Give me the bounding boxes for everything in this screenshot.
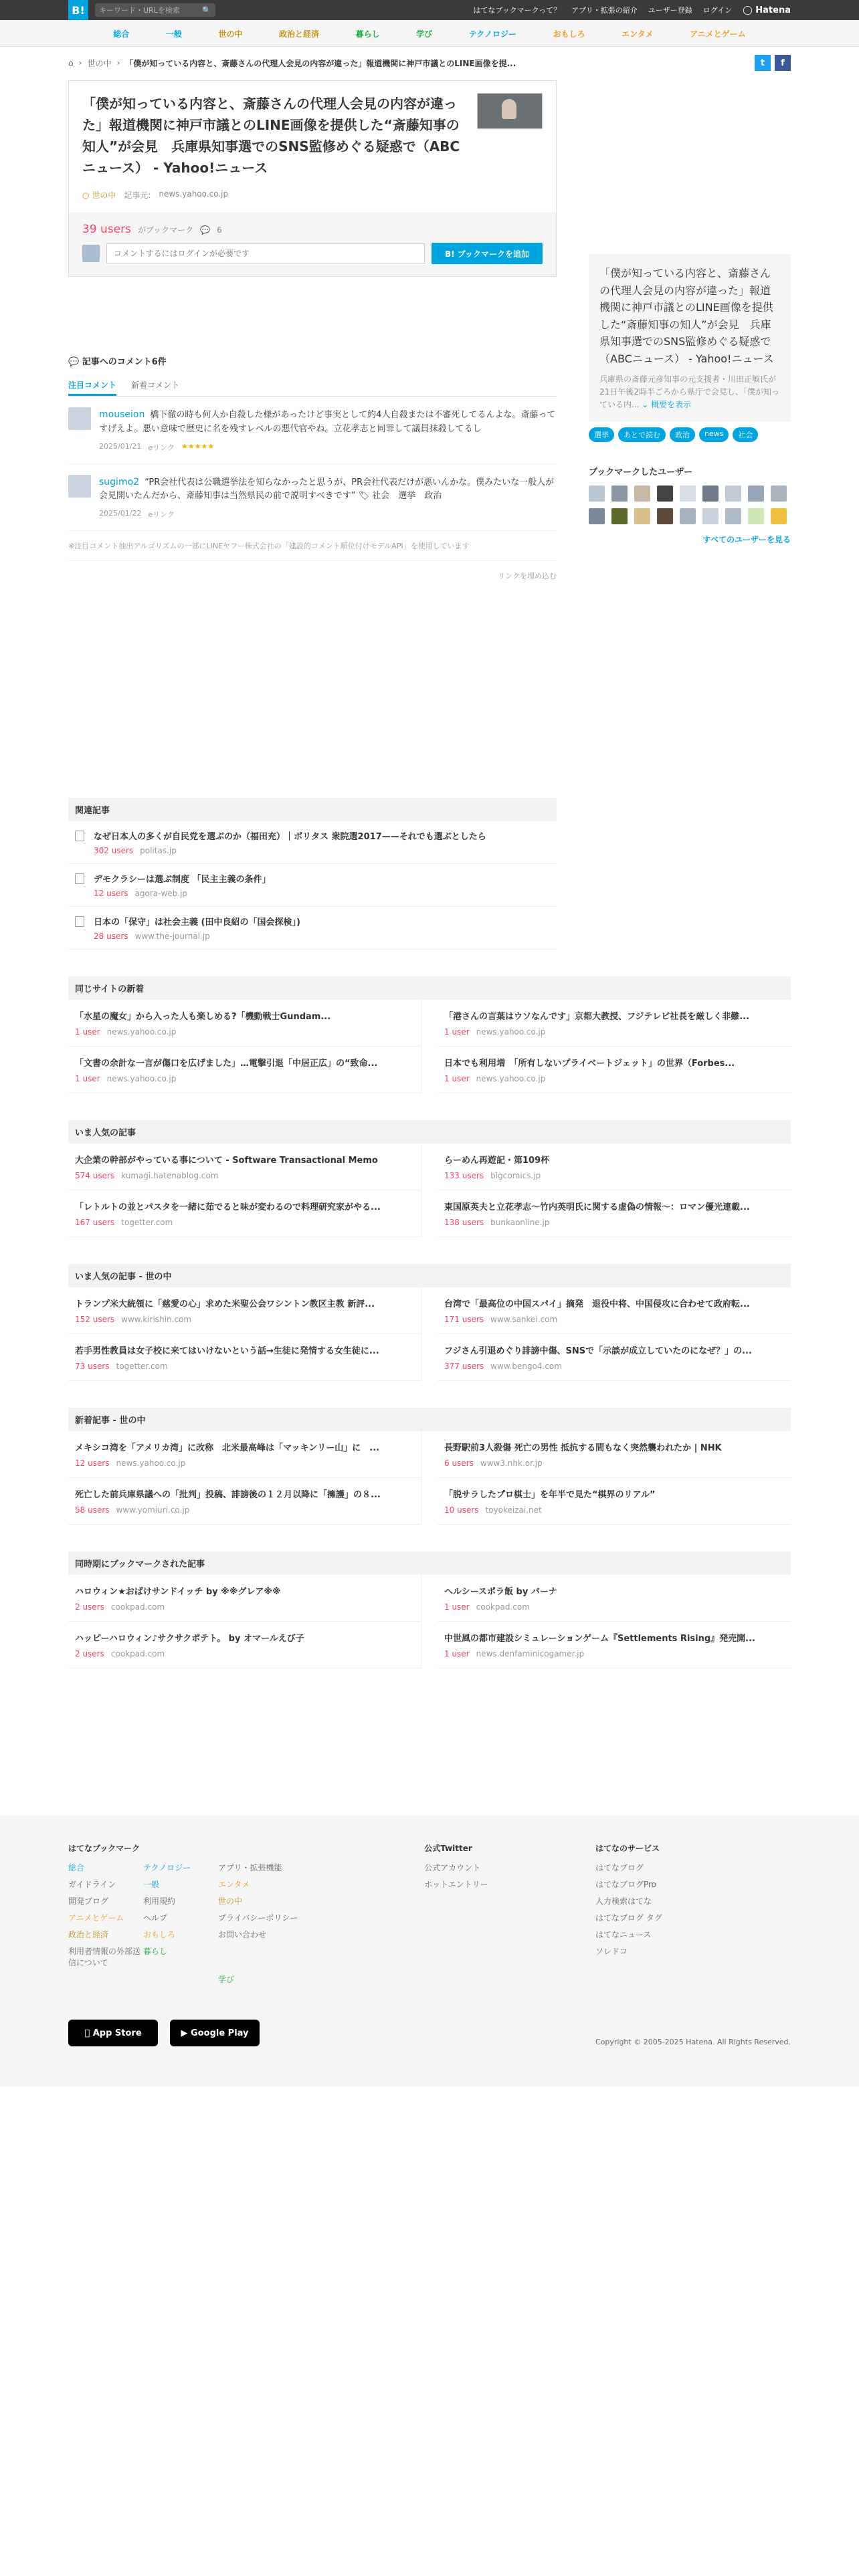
list-item-meta bbox=[444, 1362, 784, 1371]
list-item-title[interactable]: トランプ米大統領に「慈愛の心」求めた米聖公会ワシントン教区主教 新評... bbox=[75, 1299, 375, 1310]
category-tab[interactable]: 総合 bbox=[113, 29, 130, 39]
footer-link[interactable]: ガイドライン bbox=[68, 1880, 116, 1890]
list-item-title[interactable]: 「水星の魔女」から入った人も楽しめる?「機動戦士Gundam... bbox=[75, 1012, 331, 1023]
user-avatar[interactable] bbox=[702, 508, 719, 524]
list-item-site: news.yahoo.co.jp bbox=[106, 1027, 177, 1037]
category-tab[interactable]: 世の中 bbox=[218, 29, 243, 39]
list-item-site: www.yomiuri.co.jp bbox=[116, 1505, 190, 1515]
list-item[interactable] bbox=[68, 1478, 421, 1525]
related-item[interactable] bbox=[68, 821, 557, 864]
list-item-meta bbox=[75, 1459, 414, 1468]
list-item[interactable] bbox=[68, 1190, 421, 1237]
new-society-title: 新着記事 - 世の中 bbox=[68, 1408, 791, 1431]
footer-link[interactable]: 開発ブログ bbox=[68, 1897, 109, 1907]
entry-thumbnail[interactable] bbox=[477, 93, 543, 129]
link-login[interactable]: ログイン bbox=[702, 6, 733, 15]
list-item-meta bbox=[75, 1602, 414, 1612]
list-item-site: bunkaonline.jp bbox=[490, 1218, 550, 1228]
breadcrumb-category[interactable]: 世の中 bbox=[87, 58, 112, 68]
hatena-brand-label: Hatena bbox=[755, 5, 791, 15]
link-apps[interactable]: アプリ・拡張の紹介 bbox=[571, 6, 638, 15]
app-store-label: App Store bbox=[90, 2028, 139, 2038]
list-item-site: www.sankei.com bbox=[490, 1315, 558, 1325]
comment-body bbox=[99, 407, 557, 453]
sidebar-title[interactable]: 「僕が知っている内容と、斎藤さんの代理人会見の内容が違った」報道機関に神戸市議とのLINE画像を提供した“斎藤知事の知人”が会見 兵庫県知事選でのSNS監修めぐる疑惑で（ABCニュース） - Yahoo!ニュース bbox=[599, 267, 774, 365]
popular-society bbox=[68, 1264, 791, 1381]
footer-link[interactable]: 一般 bbox=[143, 1880, 160, 1890]
list-item[interactable] bbox=[68, 1622, 421, 1669]
related-item-site: agora-web.jp bbox=[134, 889, 188, 899]
list-item-meta bbox=[75, 1074, 414, 1083]
comment-meta bbox=[99, 509, 557, 520]
same-time-bookmarks bbox=[68, 1551, 791, 1669]
comment-count: 6 bbox=[217, 225, 222, 235]
list-item-title[interactable]: フジさん引退めぐり誹謗中傷、SNSで「示談が成立していたのになぜ？」の... bbox=[444, 1346, 752, 1357]
hatena-bookmark-logo[interactable]: B! bbox=[68, 0, 88, 20]
tag-chip[interactable]: 政治 bbox=[670, 427, 695, 442]
list-item-meta bbox=[444, 1218, 784, 1227]
list-item-users[interactable]: 377 users bbox=[444, 1362, 484, 1372]
related-item-title[interactable]: デモクラシーは選ぶ制度 「民主主義の条件」 bbox=[94, 875, 271, 885]
embed-link[interactable]: リンクを埋め込む bbox=[498, 572, 557, 581]
popular-title: いま人気の記事 bbox=[68, 1120, 791, 1144]
footer-link bbox=[68, 1973, 143, 1985]
user-avatar[interactable] bbox=[589, 508, 605, 524]
same-site-new-title: 同じサイトの新着 bbox=[68, 976, 791, 1000]
my-avatar bbox=[82, 245, 100, 262]
tag-list bbox=[589, 427, 791, 442]
related-item-title[interactable]: なぜ日本人の多くが自民党を選ぶのか（福田充）｜ポリタス 衆院選2017——それでも選ぶとしたら bbox=[94, 832, 486, 843]
footer-link bbox=[218, 1945, 317, 1968]
user-avatar[interactable] bbox=[725, 486, 741, 502]
user-avatar[interactable] bbox=[634, 486, 650, 502]
list-item-title[interactable]: 「文書の余計な一言が傷口を広げました」…電撃引退「中居正広」の“致命... bbox=[75, 1059, 378, 1069]
user-avatar[interactable] bbox=[611, 508, 628, 524]
main-column bbox=[68, 80, 557, 950]
list-item-users[interactable]: 2 users bbox=[75, 1649, 104, 1659]
footer-services-title: はてなのサービス bbox=[595, 1844, 660, 1854]
list-item-site: togetter.com bbox=[121, 1218, 173, 1228]
list-item-users[interactable]: 171 users bbox=[444, 1315, 484, 1325]
bookmark-user-avatars bbox=[589, 486, 791, 524]
twitter-share-icon[interactable]: t bbox=[755, 55, 771, 71]
breadcrumb-separator: › bbox=[78, 58, 82, 68]
list-item-meta bbox=[444, 1459, 784, 1468]
comment-date: 2025/01/22 bbox=[99, 509, 142, 518]
category-tab[interactable]: 政治と経済 bbox=[279, 29, 320, 39]
comment-stars[interactable]: ★★★★★ bbox=[181, 441, 215, 451]
category-tab[interactable]: アニメとゲーム bbox=[690, 29, 746, 39]
footer-link[interactable]: お問い合わせ bbox=[218, 1930, 267, 1940]
list-item-meta bbox=[75, 1315, 414, 1324]
popular-society-title: いま人気の記事 - 世の中 bbox=[68, 1264, 791, 1287]
list-item-meta bbox=[75, 1171, 414, 1180]
bookmark-users-title: ブックマークしたユーザー bbox=[589, 467, 693, 478]
comment-algorithm-note: ※注目コメント抽出アルゴリズムの一部にLINEヤフー株式会社の「建設的コメント順位付けモデルAPI」を使用しています bbox=[68, 531, 557, 561]
list-item-meta bbox=[444, 1171, 784, 1180]
footer-link[interactable]: 公式アカウント bbox=[424, 1863, 481, 1873]
comment-item bbox=[68, 397, 557, 464]
list-item-site: bigcomics.jp bbox=[490, 1171, 541, 1181]
footer-link[interactable]: 総合 bbox=[68, 1863, 85, 1873]
user-avatar[interactable] bbox=[725, 508, 741, 524]
user-avatar[interactable] bbox=[611, 486, 628, 502]
footer-link[interactable]: テクノロジー bbox=[143, 1863, 191, 1873]
comment-body bbox=[99, 475, 557, 520]
bookmark-users-count[interactable]: 39 users bbox=[82, 223, 131, 236]
user-avatar[interactable] bbox=[771, 508, 787, 524]
list-item-title[interactable]: 「レトルトの並とパスタを一緒に茹でると味が変わるので料理研究家がやる... bbox=[75, 1202, 381, 1213]
footer-link[interactable]: はてなブログ bbox=[595, 1863, 644, 1873]
footer-link[interactable]: 利用者情報の外部送信について bbox=[68, 1947, 141, 1968]
list-item-users[interactable]: 1 user bbox=[444, 1649, 470, 1659]
list-item-users[interactable]: 1 user bbox=[444, 1027, 470, 1037]
tab-new-comments[interactable]: 新着コメント bbox=[131, 381, 180, 390]
list-item-title[interactable]: ヘルシースポラ飯 by バーナ bbox=[444, 1587, 557, 1598]
list-item-meta bbox=[444, 1074, 784, 1083]
footer-link[interactable]: はてなブログ タグ bbox=[595, 1913, 662, 1923]
entry-category-label: 世の中 bbox=[92, 191, 116, 200]
list-item-users[interactable]: 1 user bbox=[75, 1074, 100, 1084]
footer-link[interactable]: エンタメ bbox=[218, 1880, 250, 1890]
all-users-link[interactable]: すべてのユーザーを見る bbox=[702, 535, 791, 545]
list-item[interactable] bbox=[438, 1334, 791, 1381]
list-item-site: cookpad.com bbox=[476, 1602, 530, 1612]
breadcrumb bbox=[68, 51, 791, 75]
list-item[interactable] bbox=[438, 1575, 791, 1622]
bookmark-users-suffix: がブックマーク bbox=[137, 225, 194, 235]
sidebar-entry-summary bbox=[589, 254, 791, 422]
list-item[interactable] bbox=[438, 1431, 791, 1478]
list-item-users[interactable]: 167 users bbox=[75, 1218, 115, 1228]
list-item[interactable] bbox=[438, 1190, 791, 1237]
list-item-site: news.yahoo.co.jp bbox=[476, 1074, 546, 1084]
list-item-site: www.bengo4.com bbox=[490, 1362, 562, 1372]
footer-link[interactable]: プライバシーポリシー bbox=[218, 1913, 298, 1923]
user-avatar[interactable] bbox=[702, 486, 719, 502]
breadcrumb-title: 「僕が知っている内容と、斎藤さんの代理人会見の内容が違った」報道機関に神戸市議とのLINE画像を提... bbox=[125, 58, 516, 68]
list-item-meta bbox=[444, 1027, 784, 1037]
list-item-users[interactable]: 133 users bbox=[444, 1171, 484, 1181]
related-item-meta bbox=[94, 889, 271, 898]
footer-link[interactable]: おもしろ bbox=[143, 1930, 176, 1940]
entry-source[interactable]: news.yahoo.co.jp bbox=[159, 189, 229, 199]
related-item-users[interactable]: 302 users bbox=[94, 846, 134, 856]
comment-date: 2025/01/21 bbox=[99, 441, 142, 451]
list-item-title[interactable]: 「脱サラしたプロ棋士」を年半で見た“棋界のリアル” bbox=[444, 1490, 656, 1501]
category-tab[interactable]: 暮らし bbox=[355, 29, 380, 39]
user-avatar[interactable] bbox=[680, 486, 696, 502]
user-avatar[interactable] bbox=[657, 508, 673, 524]
list-item-site: news.yahoo.co.jp bbox=[476, 1027, 546, 1037]
list-item-site: www3.nhk.or.jp bbox=[480, 1459, 543, 1469]
list-item-site: toyokeizai.net bbox=[485, 1505, 542, 1515]
related-item[interactable] bbox=[68, 864, 557, 907]
bulb-icon: ◯ bbox=[743, 5, 753, 15]
list-item[interactable] bbox=[438, 1000, 791, 1047]
footer-link bbox=[143, 1973, 218, 1985]
list-item[interactable] bbox=[68, 1287, 421, 1334]
tag-chip[interactable]: news bbox=[699, 427, 729, 442]
list-item-site: cookpad.com bbox=[110, 1649, 165, 1659]
user-avatar[interactable] bbox=[634, 508, 650, 524]
link-about[interactable]: はてなブックマークって？ bbox=[473, 6, 561, 15]
category-tab[interactable]: エンタメ bbox=[622, 29, 654, 39]
breadcrumb-separator: › bbox=[116, 58, 120, 68]
user-avatar[interactable] bbox=[68, 407, 91, 430]
search-icon[interactable]: 🔍 bbox=[202, 5, 211, 15]
link-register[interactable]: ユーザー登録 bbox=[648, 6, 692, 15]
list-item-title[interactable]: 台湾で「最高位の中国スパイ」摘発 退役中将、中国侵攻に合わせて政府転... bbox=[444, 1299, 750, 1310]
comment-content: “PR会社代表は公職選挙法を知らなかったと思うが、PR会社代表だけが悪いんかな。僕みたいな一般人が会見開いたんだから、斎藤知事は当然県民の前で説明すべきです” 🏷 社会 選挙 政治 bbox=[99, 477, 555, 502]
footer-link[interactable]: ヘルプ bbox=[143, 1913, 168, 1923]
list-item[interactable] bbox=[68, 1334, 421, 1381]
list-item-title[interactable]: 若手男性教員は女子校に来てはいけないという話→生徒に発情する女生徒に... bbox=[75, 1346, 379, 1357]
list-item-users[interactable]: 12 users bbox=[75, 1459, 110, 1469]
tag-chip[interactable]: 社会 bbox=[733, 427, 758, 442]
related-body bbox=[94, 872, 271, 898]
list-item[interactable] bbox=[438, 1144, 791, 1190]
app-store-badge[interactable] bbox=[68, 2020, 158, 2046]
footer-link[interactable]: 暮らし bbox=[143, 1947, 168, 1957]
apple-icon bbox=[84, 2028, 90, 2038]
list-item-meta bbox=[444, 1602, 784, 1612]
related-item-meta bbox=[94, 932, 300, 941]
list-item-title[interactable]: 中世風の都市建設シミュレーションゲーム『Settlements Rising』発売開... bbox=[444, 1634, 755, 1644]
list-item[interactable] bbox=[68, 1431, 421, 1478]
category-icon: ○ bbox=[82, 191, 90, 200]
list-item-title[interactable]: ハッピーハロウィン♪サクサクポテト。 by オマールえび子 bbox=[75, 1634, 304, 1644]
list-item[interactable] bbox=[438, 1622, 791, 1669]
list-item-users[interactable]: 1 user bbox=[75, 1027, 100, 1037]
speech-bubble-icon: 💬 bbox=[68, 357, 80, 367]
footer-link[interactable]: アニメとゲーム bbox=[68, 1913, 124, 1923]
list-item-meta bbox=[444, 1315, 784, 1324]
list-item-site: news.yahoo.co.jp bbox=[106, 1074, 177, 1084]
chevron-down-icon: ⌄ bbox=[642, 399, 649, 409]
list-item-users[interactable]: 1 user bbox=[444, 1074, 470, 1084]
add-bookmark-button[interactable]: B! ブックマークを追加 bbox=[432, 243, 543, 264]
comment-input[interactable] bbox=[106, 243, 425, 263]
footer-link[interactable]: 政治と経済 bbox=[68, 1930, 109, 1940]
category-tab[interactable]: 一般 bbox=[165, 29, 182, 39]
list-item-site: www.kirishin.com bbox=[121, 1315, 192, 1325]
footer-link[interactable]: 学び bbox=[218, 1975, 235, 1985]
list-item-title[interactable]: 大企業の幹部がやっている事について - Software Transactional Memo bbox=[75, 1156, 378, 1166]
list-item-users[interactable]: 73 users bbox=[75, 1362, 110, 1372]
comment-content: 橋下徹の時も何人か自殺した様があったけど事実として約4人自殺または不審死してるんよな。斎藤ってすげえよ。悪い意味で歴史に名を残すレベルの悪代官やね。立花孝志と同罪して議員抹殺してるし bbox=[99, 410, 556, 434]
related-item[interactable] bbox=[68, 907, 557, 950]
footer-link[interactable]: 人力検索はてな bbox=[595, 1897, 652, 1907]
list-item-users[interactable]: 10 users bbox=[444, 1505, 479, 1515]
search-placeholder: キーワード・URLを検索 bbox=[99, 6, 180, 15]
hatena-brand[interactable] bbox=[743, 5, 791, 15]
search-input[interactable] bbox=[95, 3, 215, 17]
comments-heading bbox=[68, 354, 557, 367]
list-item[interactable] bbox=[68, 1000, 421, 1047]
show-summary-link[interactable] bbox=[642, 400, 691, 409]
footer-link[interactable]: ホットエントリー bbox=[424, 1880, 488, 1890]
list-item-title[interactable]: 死亡した前兵庫県議への「批判」投稿、誹謗後の１２月以降に「擁護」の８... bbox=[75, 1490, 381, 1501]
user-avatar[interactable] bbox=[657, 486, 673, 502]
google-play-label: Google Play bbox=[191, 2028, 249, 2038]
sidebar-desc: 兵庫県の斎藤元彦知事の元支援者・川田正敏氏が21日午後2時半ごろから県庁で会見し、「僕が知っている内... bbox=[599, 374, 779, 409]
list-item-meta bbox=[444, 1649, 784, 1658]
list-item[interactable] bbox=[68, 1047, 421, 1093]
list-item-users[interactable]: 574 users bbox=[75, 1171, 115, 1181]
document-icon bbox=[75, 831, 84, 841]
facebook-share-icon[interactable]: f bbox=[775, 55, 791, 71]
comment-username[interactable]: mouseion bbox=[99, 409, 145, 420]
user-avatar[interactable] bbox=[589, 486, 605, 502]
related-title: 関連記事 bbox=[68, 798, 557, 821]
list-item-users[interactable]: 152 users bbox=[75, 1315, 115, 1325]
comments-title: 記事へのコメント6件 bbox=[82, 357, 167, 367]
list-item-title[interactable]: メキシコ湾を「アメリカ湾」に改称 北米最高峰は「マッキンリー山」に ... bbox=[75, 1443, 380, 1454]
comment-item bbox=[68, 464, 557, 532]
copyright: Copyright © 2005-2025 Hatena. All Rights Reserved. bbox=[595, 2038, 791, 2047]
footer-link[interactable]: 世の中 bbox=[218, 1897, 243, 1907]
footer-twitter-title: 公式Twitter bbox=[424, 1844, 472, 1854]
user-avatar[interactable] bbox=[680, 508, 696, 524]
list-item-title[interactable]: 「港さんの言葉はウソなんです」京都大教授、フジテレビ社長を厳しく非難... bbox=[444, 1012, 750, 1023]
category-tab[interactable]: 学び bbox=[416, 29, 433, 39]
related-articles bbox=[68, 798, 557, 950]
footer-link[interactable]: はてなブログPro bbox=[595, 1880, 657, 1890]
footer-bookmark-title: はてなブックマーク bbox=[68, 1844, 140, 1854]
popular-articles bbox=[68, 1120, 791, 1237]
related-body bbox=[94, 915, 300, 941]
list-item-site: togetter.com bbox=[116, 1362, 168, 1372]
category-tab[interactable]: テクノロジー bbox=[468, 29, 517, 39]
entry-title[interactable]: 「僕が知っている内容と、斎藤さんの代理人会見の内容が違った」報道機関に神戸市議とのLINE画像を提供した“斎藤知事の知人”が会見 兵庫県知事選でのSNS監修めぐる疑惑で（ABCニュース） - Yahoo!ニュース bbox=[82, 96, 460, 176]
related-item-title[interactable]: 日本の「保守」は社会主義 (田中良紹の「国会探検」) bbox=[94, 918, 300, 928]
user-avatar[interactable] bbox=[748, 508, 764, 524]
same-time-title: 同時期にブックマークされた記事 bbox=[68, 1551, 791, 1575]
tag-chip[interactable]: あとで読む bbox=[618, 427, 666, 442]
document-icon bbox=[75, 916, 84, 927]
list-item-users[interactable]: 138 users bbox=[444, 1218, 484, 1228]
list-item-users[interactable]: 2 users bbox=[75, 1602, 104, 1612]
entry-category[interactable] bbox=[82, 189, 116, 201]
related-item-users[interactable]: 28 users bbox=[94, 932, 128, 942]
related-item-users[interactable]: 12 users bbox=[94, 889, 128, 899]
list-item-users[interactable]: 58 users bbox=[75, 1505, 110, 1515]
list-item[interactable] bbox=[438, 1047, 791, 1093]
source-label: 記事元: bbox=[124, 191, 151, 200]
list-item-site: news.denfaminicogamer.jp bbox=[476, 1649, 585, 1659]
list-item-meta bbox=[444, 1505, 784, 1515]
list-item-title[interactable]: 長野駅前3人殺傷 死亡の男性 抵抗する間もなく突然襲われたか | NHK bbox=[444, 1443, 722, 1454]
list-item[interactable] bbox=[438, 1287, 791, 1334]
list-item-meta bbox=[75, 1362, 414, 1371]
comment-username[interactable]: sugimo2 bbox=[99, 476, 140, 488]
list-item-users[interactable]: 1 user bbox=[444, 1602, 470, 1612]
list-item-title[interactable]: 日本でも利用増 「所有しないプライベートジェット」の世界（Forbes... bbox=[444, 1059, 735, 1069]
footer bbox=[0, 1816, 859, 2086]
list-item-meta bbox=[75, 1505, 414, 1515]
comment-link[interactable]: eリンク bbox=[148, 510, 175, 520]
home-icon[interactable]: ⌂ bbox=[68, 58, 74, 68]
comment-text bbox=[99, 475, 557, 504]
footer-link[interactable]: はてなニュース bbox=[595, 1930, 652, 1940]
list-item-title[interactable]: ハロウィン★おばけサンドイッチ by ※※グレア※※ bbox=[75, 1587, 281, 1598]
footer-link[interactable]: 利用規約 bbox=[143, 1897, 176, 1907]
list-item-meta bbox=[75, 1218, 414, 1227]
sidebar bbox=[589, 80, 791, 950]
tab-featured-comments[interactable]: 注目コメント bbox=[68, 375, 116, 396]
entry-box bbox=[68, 80, 557, 277]
tag-chip[interactable]: 選挙 bbox=[589, 427, 614, 442]
same-site-new bbox=[68, 976, 791, 1093]
list-item[interactable] bbox=[68, 1575, 421, 1622]
play-icon: ▶ bbox=[181, 2028, 188, 2038]
related-item-site: politas.jp bbox=[140, 846, 177, 856]
list-item[interactable] bbox=[68, 1144, 421, 1190]
list-item-site: kumagi.hatenablog.com bbox=[121, 1171, 219, 1181]
list-item-site: cookpad.com bbox=[110, 1602, 165, 1612]
comment-tabs bbox=[68, 375, 557, 397]
footer-link[interactable]: ソレドコ bbox=[595, 1947, 628, 1957]
list-item-title[interactable]: らーめん再遊記・第109杯 bbox=[444, 1156, 550, 1166]
related-body bbox=[94, 829, 486, 855]
comment-link[interactable]: eリンク bbox=[148, 443, 175, 452]
document-icon bbox=[75, 873, 84, 884]
global-header bbox=[0, 0, 859, 20]
list-item-users[interactable]: 6 users bbox=[444, 1459, 474, 1469]
list-item[interactable] bbox=[438, 1478, 791, 1525]
category-nav bbox=[0, 20, 859, 47]
new-society bbox=[68, 1408, 791, 1525]
user-avatar[interactable] bbox=[68, 475, 91, 498]
google-play-badge[interactable] bbox=[170, 2020, 260, 2046]
footer-link[interactable]: アプリ・拡張機能 bbox=[218, 1863, 282, 1873]
show-summary-label: 概要を表示 bbox=[651, 399, 692, 409]
list-item-meta bbox=[75, 1649, 414, 1658]
list-item-meta bbox=[75, 1027, 414, 1037]
category-tab[interactable]: おもしろ bbox=[553, 29, 585, 39]
list-item-site: news.yahoo.co.jp bbox=[116, 1459, 186, 1469]
user-avatar[interactable] bbox=[748, 486, 764, 502]
related-item-meta bbox=[94, 846, 486, 855]
comment-icon: 💬 bbox=[200, 225, 211, 235]
comment-meta bbox=[99, 442, 557, 453]
related-item-site: www.the-journal.jp bbox=[134, 932, 210, 942]
user-avatar[interactable] bbox=[771, 486, 787, 502]
comment-text bbox=[99, 407, 557, 437]
list-item-title[interactable]: 東国原英夫と立花孝志〜竹内英明氏に関する虚偽の情報〜：ロマン優光連載... bbox=[444, 1202, 750, 1213]
